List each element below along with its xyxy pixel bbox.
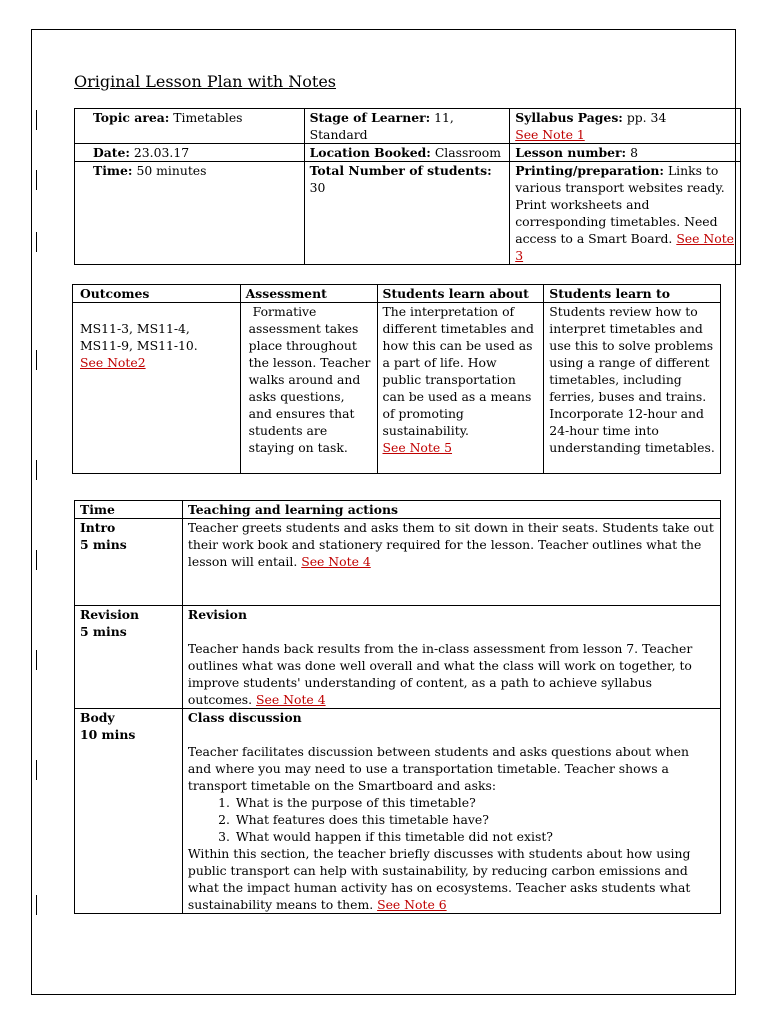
topic-label: Topic area: (93, 110, 170, 125)
learn-to-header: Students learn to (549, 286, 670, 301)
body-actions-cell (182, 709, 720, 914)
outcomes-text: MS11-3, MS11-4, MS11-9, MS11-10. (80, 321, 198, 353)
revision-mins: 5 mins (80, 624, 127, 639)
body-text-sustainability: Within this section, the teacher briefly discusses with students about how using public transport can help with sustainability, by reducing carbon emissions and what the impact human activity has on ecosystems. Teacher asks students what sustainability means to them. (187, 846, 691, 912)
location-cell (304, 144, 510, 162)
students-label: Total Number of students: (309, 163, 492, 178)
date-label: Date: (93, 145, 130, 160)
syllabus-value: pp. 34 (622, 110, 667, 125)
printing-cell (510, 162, 741, 265)
list-item: 3. What would happen if this timetable did not exist? (234, 828, 715, 845)
learn-about-cell (377, 303, 544, 474)
assessment-text: Formative assessment takes place throughout the lesson. Teacher walks around and asks questions, and ensures that students are staying on task. (248, 304, 371, 455)
actions-header: Teaching and learning actions (187, 502, 398, 517)
teaching-actions-table (74, 500, 721, 914)
time-label: Time: (93, 163, 133, 178)
intro-actions-cell (182, 519, 720, 606)
table-row (75, 606, 721, 709)
location-label: Location Booked: (309, 145, 431, 160)
note-5-link[interactable]: See Note 5 (382, 440, 453, 455)
table-row (75, 109, 741, 144)
note-2-link[interactable]: See Note2 (80, 355, 146, 370)
note-4-link[interactable]: See Note 4 (301, 554, 371, 569)
stage-value: 11, Standard (309, 110, 454, 142)
outcomes-cell (73, 303, 241, 474)
table-row (75, 144, 741, 162)
intro-label: Intro (80, 520, 116, 535)
note-4-link[interactable]: See Note 4 (256, 692, 326, 707)
note-1-link[interactable]: See Note 1 (515, 127, 585, 142)
note-6-link[interactable]: See Note 6 (377, 897, 447, 912)
syllabus-cell (510, 109, 741, 144)
discussion-questions (188, 794, 715, 845)
learn-to-cell (544, 303, 721, 474)
syllabus-label: Syllabus Pages: (515, 110, 623, 125)
revision-text: Teacher hands back results from the in-class assessment from lesson 7. Teacher outlines what was done well overall and what the class will work on together, to improve students' understanding of content, as a path to achieve syllabus outcomes. (187, 641, 693, 707)
time-header: Time (80, 502, 115, 517)
topic-value: Timetables (169, 110, 243, 125)
body-label: Body (80, 710, 115, 725)
body-mins: 10 mins (80, 727, 136, 742)
list-item: 1. What is the purpose of this timetable? (234, 794, 715, 811)
lesson-info-table (74, 108, 741, 265)
lesson-value: 8 (626, 145, 638, 160)
table-row (75, 709, 721, 914)
note-3-link[interactable]: See Note 3 (515, 231, 735, 263)
date-value: 23.03.17 (129, 145, 190, 160)
page-title: Original Lesson Plan with Notes (74, 72, 337, 91)
body-heading: Class discussion (187, 710, 302, 725)
lesson-number-cell (510, 144, 741, 162)
assessment-cell (240, 303, 377, 474)
table-row (73, 303, 721, 474)
list-item: 2. What features does this timetable have? (234, 811, 715, 828)
intro-time-cell (75, 519, 183, 606)
body-text-intro: Teacher facilitates discussion between students and asks questions about when and where you may need to use a transportation timetable. Teacher shows a transport timetable on the Smartboard and asks: (187, 744, 689, 793)
learn-about-header: Students learn about (382, 286, 529, 301)
topic-cell (75, 109, 305, 144)
stage-cell (304, 109, 510, 144)
printing-value: Links to various transport websites ready. Print worksheets and corresponding timetables. Need access to a Smart Board. (515, 163, 725, 246)
revision-label: Revision (80, 607, 140, 622)
outcomes-table (72, 284, 721, 474)
students-value: 30 (309, 180, 326, 195)
table-row (75, 162, 741, 265)
date-cell (75, 144, 305, 162)
body-time-cell (75, 709, 183, 914)
printing-label: Printing/preparation: (515, 163, 664, 178)
table-row (75, 519, 721, 606)
students-cell (304, 162, 510, 265)
learn-to-text: Students review how to interpret timetables and use this to solve problems using a range of different timetables, including ferries, buses and trains. Incorporate 12-hour and 24-hour time into understanding timetables. (549, 304, 715, 455)
time-value: 50 minutes (132, 163, 207, 178)
assessment-header: Assessment (245, 286, 327, 301)
time-cell (75, 162, 305, 265)
outcomes-header: Outcomes (80, 286, 150, 301)
revision-time-cell (75, 606, 183, 709)
lesson-label: Lesson number: (515, 145, 627, 160)
intro-mins: 5 mins (80, 537, 127, 552)
intro-text: Teacher greets students and asks them to sit down in their seats. Students take out their work book and stationery required for the lesson. Teacher outlines what the lesson will entail. (187, 520, 714, 569)
learn-about-text: The interpretation of different timetables and how this can be used as a part of life. How public transportation can be used as a means of promoting sustainability. (382, 304, 534, 438)
revision-actions-cell (182, 606, 720, 709)
location-value: Classroom (430, 145, 501, 160)
stage-label: Stage of Learner: (309, 110, 431, 125)
revision-heading: Revision (187, 607, 247, 622)
table-row (73, 285, 721, 303)
table-row (75, 501, 721, 519)
